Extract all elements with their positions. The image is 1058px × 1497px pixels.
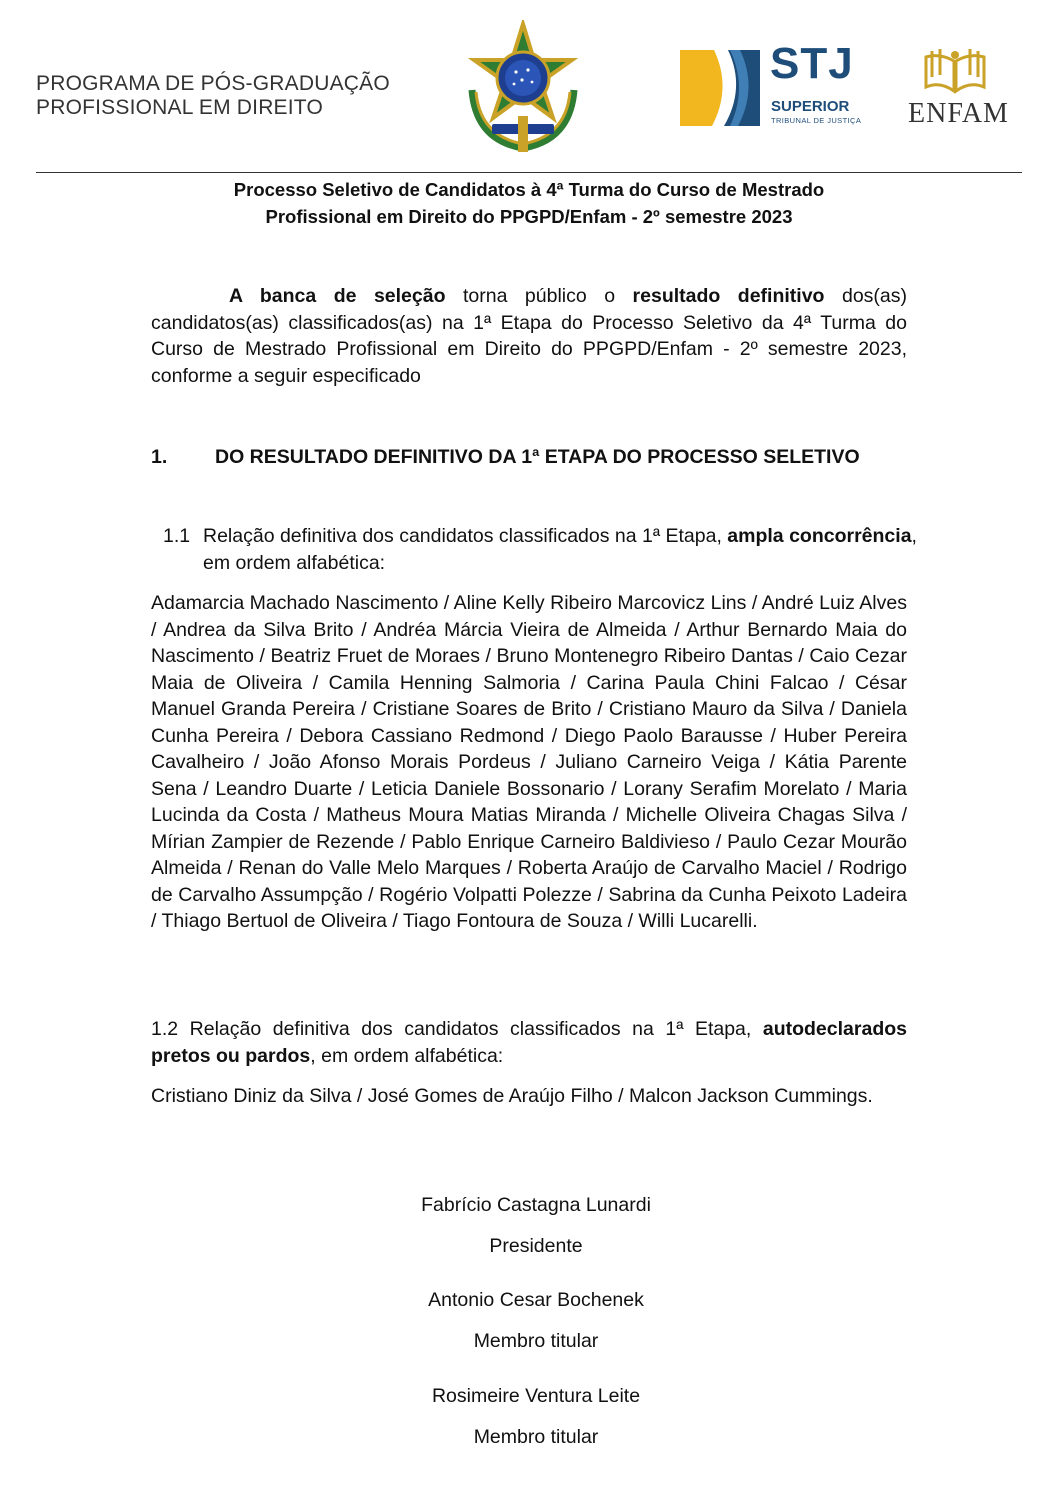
subsection-1-1-tail: , em ordem alfabética:: [203, 525, 917, 574]
document-title: [100, 176, 958, 230]
signature-name: Antonio Cesar Bochenek: [428, 1289, 644, 1311]
subsection-1-2-tail: , em ordem alfabética:: [310, 1044, 504, 1067]
section1-number: 1.: [151, 446, 168, 468]
section1-title: DO RESULTADO DEFINITIVO DA 1ª ETAPA DO PROCESSO SELETIVO: [215, 446, 860, 468]
subsection-1-2-bold: autodeclarados pretos ou pardos: [151, 1018, 907, 1067]
section1-heading: [151, 444, 907, 471]
program-name-line1: PROGRAMA DE PÓS-GRADUAÇÃO: [36, 72, 390, 95]
stj-logo-line2: TRIBUNAL DE JUSTIÇA: [771, 116, 862, 125]
signature-name: Fabrício Castagna Lunardi: [421, 1194, 651, 1216]
title-line1: Processo Seletivo de Candidatos à 4ª Turma do Curso de Mestrado: [233, 179, 825, 200]
header-divider: [36, 172, 1022, 173]
signature-role: Membro titular: [473, 1330, 599, 1352]
subsection-1-1-bold: ampla concorrência: [727, 525, 912, 547]
title-line2: Profissional em Direito do PPGPD/Enfam - 2º semestre 2023: [265, 206, 793, 227]
intro-paragraph: [151, 283, 907, 389]
subsection-1-2-heading: [151, 1016, 907, 1069]
names-list-ampla: Adamarcia Machado Nascimento / Aline Kelly Ribeiro Marcovicz Lins / André Luiz Alves / Andrea da Silva Brito / Andréa Márcia Vieira de Almeida / Arthur Bernardo Maia do Nascimento / Beatriz Fruet de Moraes / Bruno Montenegro Ribeiro Dantas / Caio Cezar Maia de Oliveira / Camila Henning Salmoria / Carina Paula Chini Falcao / César Manuel Granda Pereira / Cristiane Soares de Brito / Cristiano Mauro da Silva / Daniela Cunha Pereira / Debora Cassiano Redmond / Diego Paolo Barausse / Huber Pereira Cavalheiro / João Afonso Morais Pordeus / Juliano Carneiro Veiga / Kátia Parente Sena / Leandro Duarte / Leticia Daniele Bossonario / Lorany Serafim Morelato / Maria Lucinda da Costa / Matheus Moura Matias Miranda / Michelle Oliveira Chagas Silva / Mírian Zampier de Rezende / Pablo Enrique Carneiro Baldivieso / Paulo Cezar Mourão Almeida / Renan do Valle Melo Marques / Roberta Araújo de Carvalho Maciel / Rodrigo de Carvalho Assumpção / Rogério Volpatti Polezze / Sabrina da Cunha Peixoto Ladeira / Thiago Bertuol de Oliveira / Tiago Fontoura de Souza / Willi Lucarelli.: [151, 592, 907, 932]
signature-name: Rosimeire Ventura Leite: [431, 1385, 641, 1407]
program-name-line2: PROFISSIONAL EM DIREITO: [36, 96, 323, 119]
signature-role: Membro titular: [473, 1426, 599, 1448]
stj-logo-word: STJ: [770, 39, 854, 88]
subsection-1-1-text: Relação definitiva dos candidatos classificados na 1ª Etapa,: [203, 525, 728, 547]
brazil-coat-of-arms-icon: [462, 20, 584, 158]
subsection-1-1-heading: [163, 523, 947, 576]
subsection-1-1-number: 1.1: [163, 525, 191, 547]
stj-logo-line1: SUPERIOR: [771, 98, 850, 115]
document-header: [0, 0, 1058, 175]
names-list-pretos-pardos: Cristiano Diniz da Silva / José Gomes de Araújo Filho / Malcon Jackson Cummings.: [151, 1085, 873, 1107]
intro-text2: dos(as) candidatos(as) classificados(as) na 1ª Etapa do Processo Seletivo da 4ª Turma do Curso de Mestrado Profissional em Direito do PPGPD/Enfam - 2º semestre 2023, conforme a seguir especificado: [151, 285, 907, 387]
intro-bold1: A banca de seleção: [229, 285, 446, 307]
signature-role: Presidente: [489, 1235, 583, 1257]
stj-mark-icon: [680, 48, 760, 126]
book-icon: [920, 47, 990, 97]
subsection-1-2-text: Relação definitiva dos candidatos classificados na 1ª Etapa,: [178, 1018, 763, 1040]
intro-bold2: resultado definitivo: [632, 285, 825, 307]
program-name: [36, 72, 390, 120]
subsection-1-2-number: 1.2: [151, 1018, 179, 1040]
enfam-logo-word: ENFAM: [908, 98, 1009, 129]
intro-text1: torna público o: [445, 285, 633, 307]
